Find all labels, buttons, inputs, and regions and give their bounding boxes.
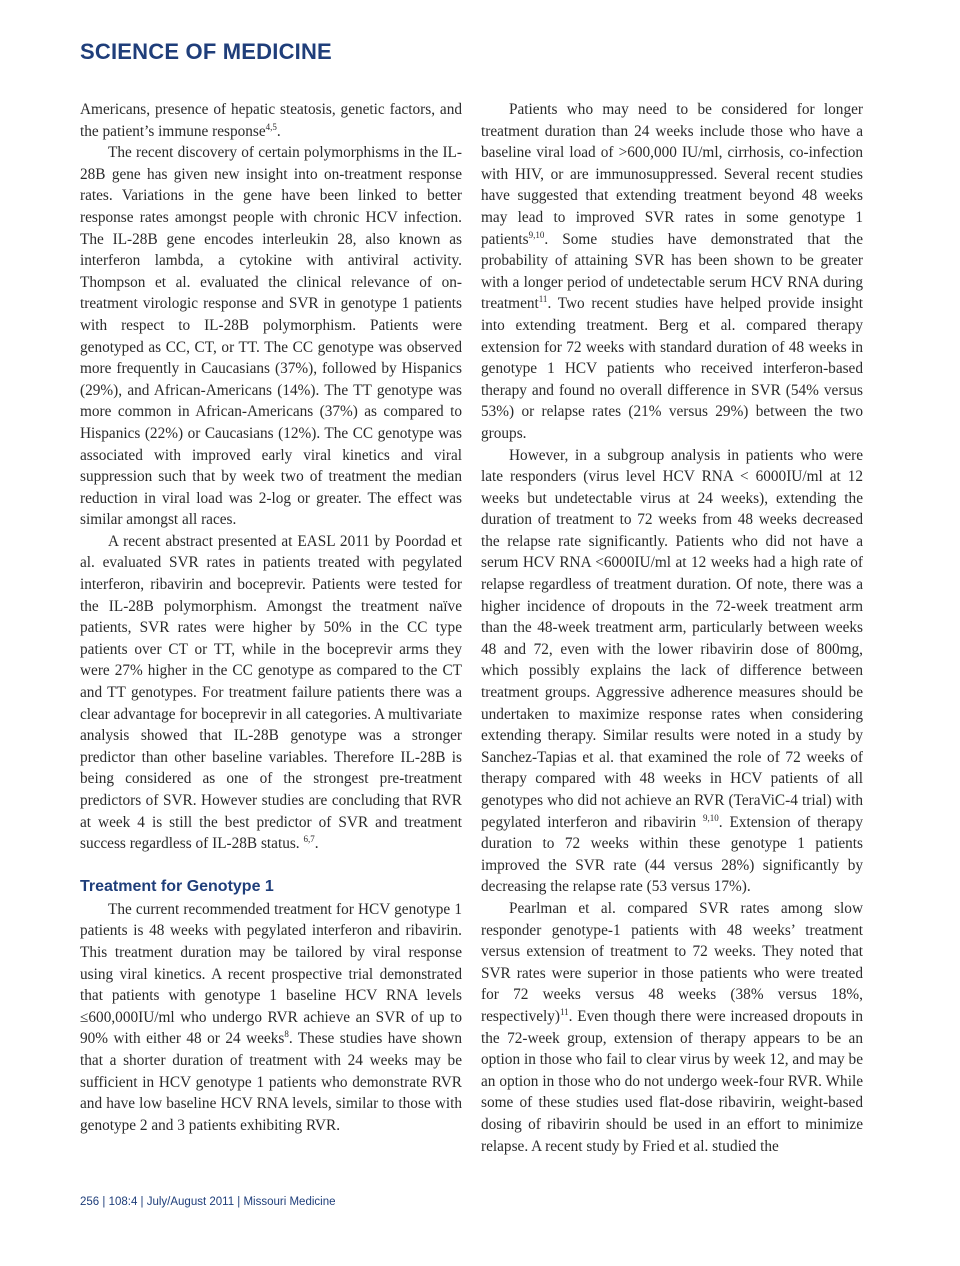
section-title: SCIENCE OF MEDICINE bbox=[80, 39, 332, 64]
left-paragraph-3: A recent abstract presented at EASL 2011 by Poordad et al. evaluated SVR rates in patients treated with pegylated interferon, ribavirin and boceprevir. Patients were tested for the IL-28B polymorphism. Amongst the treatment naïve patients, SVR rates were higher by 50% in the CC type patients over CT or TT, while in the boceprevir arms they were 27% higher in the CC genotype as compared to the CT and TT genotypes. For treatment failure patients there was a clear advantage for boceprevir in all categories. A multivariate analysis showed that IL-28B genotype was a stronger predictor than other baseline variables. Therefore IL-28B is being considered as one of the strongest pre-treatment predictors of SVR. However studies are concluding that RVR at week 4 is still the best predictor of SVR and treatment success regardless of IL-28B status. $^{6,7}$. bbox=[80, 532, 462, 853]
right-column bbox=[481, 99, 863, 1157]
left-paragraph-1: Americans, presence of hepatic steatosis, genetic factors, and the patient’s immune response$^{4,5}$. bbox=[80, 101, 462, 140]
left-column bbox=[80, 99, 462, 1136]
left-paragraph-4: The current recommended treatment for HCV genotype 1 patients is 48 weeks with pegylated interferon and ribavirin. This treatment duration may be tailored by viral response using viral kinetics. A recent prospective trial demonstrated that patients with genotype 1 baseline HCV RNA levels ≤600,000IU/ml who undergo RVR achieve an SVR of up to 90% with either 48 or 24 weeks$^8$. These studies have shown that a shorter duration of treatment with 24 weeks may be sufficient in HCV genotype 1 patients who demonstrate RVR and have low baseline HCV RNA levels, similar to those with genotype 2 and 3 patients exhibiting RVR. bbox=[80, 900, 462, 1134]
right-paragraph-3: Pearlman et al. compared SVR rates among slow responder genotype-1 patients with 48 weeks’ treatment versus extension of treatment to 72 weeks. They noted that SVR rates were superior in those patients who were treated for 72 weeks versus 48 weeks (38% versus 18%, respectively)$^{11}$. Even though there were increased dropouts in the 72-week group, extension of therapy appears to be an option in those who fail to clear virus by week 12, and may be an option in those who do not undergo week-four RVR. While some of these studies used flat-dose ribavirin, weight-based dosing of ribavirin should be used in an effort to minimize relapse. A recent study by Fried et al. studied the bbox=[481, 899, 863, 1155]
page-footer: 256 | 108:4 | July/August 2011 | Missouri Medicine bbox=[80, 1196, 336, 1208]
left-paragraph-2: The recent discovery of certain polymorphisms in the IL-28B gene has given new insight into on-treatment response rates. Variations in the gene have been linked to better response rates amongst people with chronic HCV infection. The IL-28B gene encodes interleukin 28, also known as interferon lambda, a cytokine with antiviral activity. Thompson et al. evaluated the clinical relevance of on-treatment virologic response and SVR in genotype 1 patients with respect to IL-28B polymorphism. Patients were genotyped as CC, CT, or TT. The CC genotype was observed more frequently in Caucasians (37%), followed by Hispanics (29%), and African-Americans (14%). The TT genotype was more common in African-Americans (37%) as compared to Hispanics (22%) or Caucasians (12%). The CC genotype was associated with improved early viral kinetics and viral suppression such that by week two of treatment the median reduction in viral load was 2-log or greater. The effect was similar amongst all races. bbox=[80, 144, 462, 529]
right-paragraph-2: However, in a subgroup analysis in patients who were late responders (virus level HCV RNA < 6000IU/ml at 12 weeks but undetectable virus at 24 weeks), extending the duration of treatment to 72 weeks from 48 weeks decreased the relapse rate significantly. Patients who did not have a serum HCV RNA <6000IU/ml at 12 weeks had a high rate of relapse regardless of treatment duration. Of note, there was a higher incidence of dropouts in the 72-week treatment arm than the 48-week treatment arm, particularly between weeks 48 and 72, even with the lower ribavirin dose of 800mg, which possibly explains the lack of difference between treatment groups. Aggressive adherence measures should be undertaken to maximize response rates when considering extending therapy. Similar results were noted in a study by Sanchez-Tapias et al. that examined the role of 72 weeks of therapy compared with 48 weeks in HCV patients of all genotypes who did not achieve an RVR (TeraViC-4 trial) with pegylated interferon and ribavirin $^{9,10}$. Extension of therapy duration to 72 weeks within these genotype 1 patients improved the SVR rate (44 versus 28%) significantly by decreasing the relapse rate (53 versus 17%). bbox=[481, 446, 863, 896]
right-paragraph-1: Patients who may need to be considered for longer treatment duration than 24 weeks include those who have a baseline viral load of >600,000 IU/ml, cirrhosis, co-infection with HIV, or are immunosuppressed. Several recent studies have suggested that extending treatment beyond 48 weeks may lead to improved SVR rates in some genotype 1 patients$^{9,10}$. Some studies have demonstrated that the probability of attaining SVR has been shown to be greater with a longer period of undetectable serum HCV RNA during treatment$^{11}$. Two recent studies have helped provide insight into extending treatment. Berg et al. compared therapy extension for 72 weeks with standard duration of 48 weeks in genotype 1 HCV patients who received interferon-based therapy and found no overall difference in SVR (54% versus 53%) or relapse rates (21% versus 29%) between the two groups. bbox=[481, 101, 863, 442]
subheading-treatment-genotype-1: Treatment for Genotype 1 bbox=[80, 877, 274, 895]
